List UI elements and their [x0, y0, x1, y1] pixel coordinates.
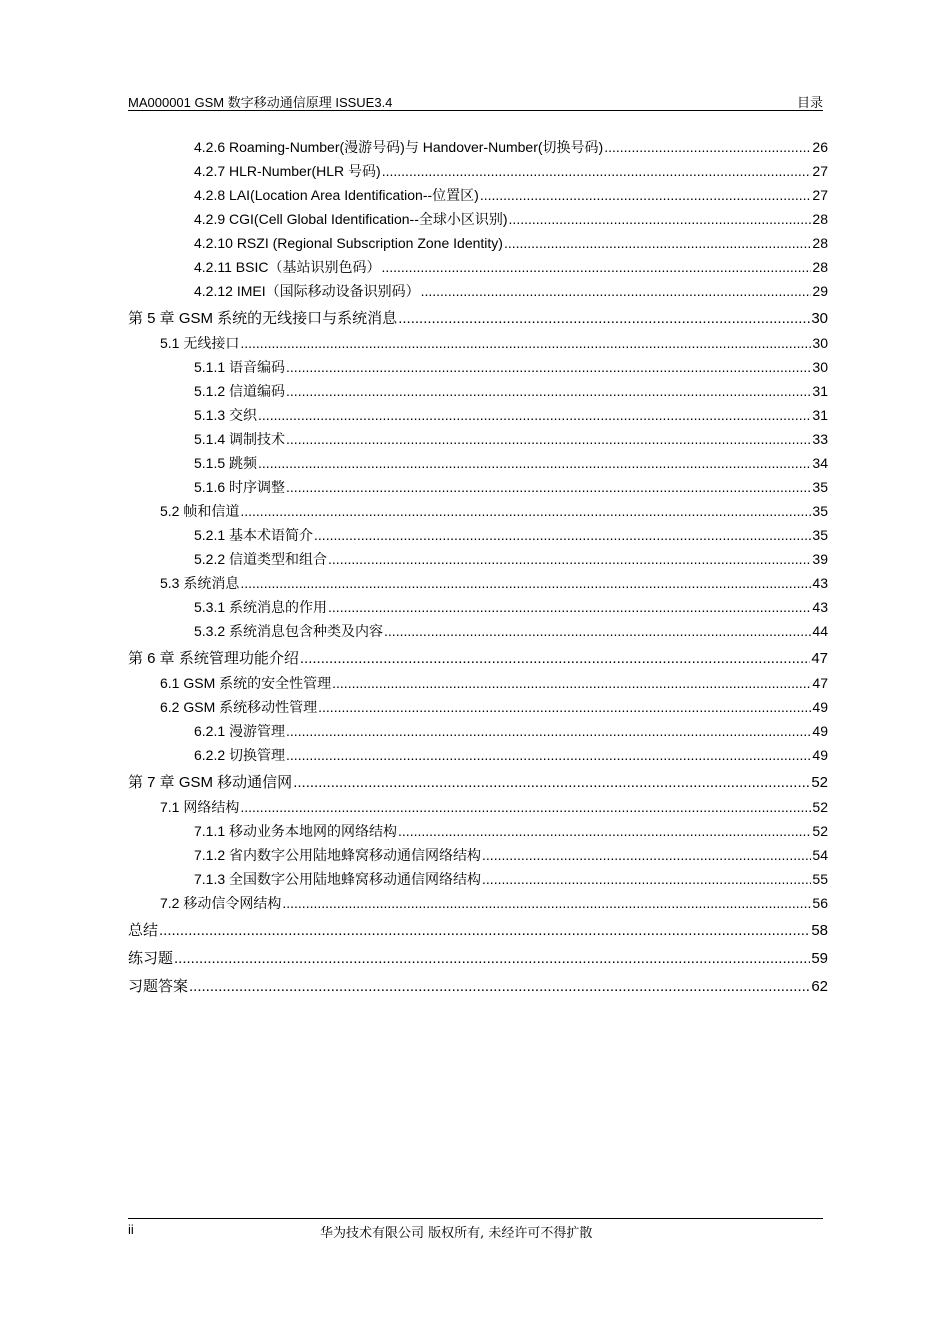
- toc-entry-page: 54: [812, 847, 828, 863]
- toc-entry-label: 第 5 章 GSM 系统的无线接口与系统消息: [128, 310, 398, 327]
- toc-entry-page: 52: [812, 799, 828, 815]
- toc-entry-page: 55: [812, 871, 828, 887]
- dot-leader: [604, 135, 811, 159]
- toc-entry[interactable]: [128, 427, 828, 451]
- toc-entry-page: 30: [812, 359, 828, 375]
- toc-entry-page: 28: [812, 259, 828, 275]
- dot-leader: [382, 159, 812, 183]
- dot-leader: [282, 891, 811, 915]
- toc-entry-label: 练习题: [128, 950, 174, 967]
- dot-leader: [286, 379, 811, 403]
- dot-leader: [314, 523, 811, 547]
- toc-entry-page: 35: [812, 527, 828, 543]
- dot-leader: [318, 695, 811, 719]
- dot-leader: [286, 743, 811, 767]
- dot-leader: [328, 595, 811, 619]
- toc-entry-page: 31: [812, 407, 828, 423]
- toc-entry-label: 4.2.7 HLR-Number(HLR 号码): [194, 163, 381, 179]
- toc-entry-label: 6.2.1 漫游管理: [194, 723, 286, 739]
- dot-leader: [240, 331, 811, 355]
- toc-entry[interactable]: [128, 946, 828, 971]
- dot-leader: [421, 279, 812, 303]
- dot-leader: [240, 795, 811, 819]
- toc-entry[interactable]: [128, 255, 828, 279]
- toc-entry-page: 27: [812, 187, 828, 203]
- toc-entry[interactable]: [128, 974, 828, 999]
- toc-entry[interactable]: [128, 819, 828, 843]
- toc-entry[interactable]: [128, 891, 828, 915]
- toc-entry[interactable]: [128, 475, 828, 499]
- toc-entry-label: 4.2.6 Roaming-Number(漫游号码)与 Handover-Number(切换号码): [194, 139, 604, 155]
- toc-entry[interactable]: [128, 523, 828, 547]
- toc-entry-label: 5.1.4 调制技术: [194, 431, 286, 447]
- section-name: 目录: [796, 95, 823, 110]
- toc-entry-page: 47: [811, 650, 828, 667]
- toc-entry-label: 7.1.2 省内数字公用陆地蜂窝移动通信网络结构: [194, 847, 482, 863]
- toc-entry-page: 43: [812, 599, 828, 615]
- toc-entry-label: 5.1.1 语音编码: [194, 359, 286, 375]
- toc-entry-label: 4.2.8 LAI(Location Area Identification--位置区): [194, 187, 479, 203]
- copyright-notice: 华为技术有限公司 版权所有, 未经许可不得扩散: [320, 1226, 593, 1241]
- toc-entry-page: 34: [812, 455, 828, 471]
- toc-entry-label: 5.1 无线接口: [160, 335, 240, 351]
- toc-entry-label: 7.2 移动信令网结构: [160, 895, 282, 911]
- table-of-contents: [128, 135, 828, 999]
- toc-entry-page: 44: [812, 623, 828, 639]
- toc-entry-label: 6.2 GSM 系统移动性管理: [160, 699, 318, 715]
- toc-entry-page: 28: [812, 211, 828, 227]
- document-title: MA000001 GSM 数字移动通信原理 ISSUE3.4: [128, 95, 393, 110]
- toc-entry-page: 49: [812, 747, 828, 763]
- toc-entry-label: 5.3.1 系统消息的作用: [194, 599, 328, 615]
- toc-entry[interactable]: [128, 306, 828, 331]
- toc-entry-label: 7.1.1 移动业务本地网的网络结构: [194, 823, 398, 839]
- dot-leader: [504, 231, 811, 255]
- dot-leader: [328, 547, 811, 571]
- toc-entry-page: 28: [812, 235, 828, 251]
- toc-entry-label: 习题答案: [128, 978, 189, 995]
- toc-entry-label: 5.3 系统消息: [160, 575, 240, 591]
- dot-leader: [286, 719, 811, 743]
- toc-entry[interactable]: [128, 743, 828, 767]
- toc-entry[interactable]: [128, 231, 828, 255]
- toc-entry[interactable]: [128, 451, 828, 475]
- toc-entry-page: 49: [812, 699, 828, 715]
- toc-entry-page: 30: [812, 335, 828, 351]
- toc-entry-page: 31: [812, 383, 828, 399]
- toc-entry[interactable]: [128, 695, 828, 719]
- toc-entry-label: 5.1.3 交织: [194, 407, 258, 423]
- toc-entry[interactable]: [128, 843, 828, 867]
- toc-entry[interactable]: [128, 867, 828, 891]
- dot-leader: [398, 306, 810, 331]
- toc-entry-label: 4.2.9 CGI(Cell Global Identification--全球小区识别): [194, 211, 508, 227]
- toc-entry-label: 5.1.5 跳频: [194, 455, 258, 471]
- toc-entry-label: 5.1.6 时序调整: [194, 479, 286, 495]
- dot-leader: [189, 974, 810, 999]
- toc-entry-page: 56: [812, 895, 828, 911]
- toc-entry[interactable]: [128, 183, 828, 207]
- dot-leader: [384, 619, 811, 643]
- toc-entry-label: 第 6 章 系统管理功能介绍: [128, 650, 299, 667]
- toc-entry-page: 52: [812, 823, 828, 839]
- toc-entry[interactable]: [128, 499, 828, 523]
- toc-entry-page: 52: [811, 774, 828, 791]
- toc-entry[interactable]: [128, 331, 828, 355]
- dot-leader: [482, 843, 811, 867]
- dot-leader: [240, 571, 811, 595]
- toc-entry-label: 7.1.3 全国数字公用陆地蜂窝移动通信网络结构: [194, 871, 482, 887]
- toc-entry-page: 33: [812, 431, 828, 447]
- toc-entry[interactable]: [128, 355, 828, 379]
- toc-entry-page: 29: [812, 283, 828, 299]
- toc-entry-label: 6.2.2 切换管理: [194, 747, 286, 763]
- toc-entry[interactable]: [128, 918, 828, 943]
- dot-leader: [482, 867, 811, 891]
- dot-leader: [240, 499, 811, 523]
- toc-entry-label: 5.1.2 信道编码: [194, 383, 286, 399]
- dot-leader: [381, 255, 811, 279]
- page-number: ii: [128, 1222, 134, 1237]
- toc-entry[interactable]: [128, 646, 828, 671]
- dot-leader: [293, 770, 810, 795]
- toc-entry-label: 总结: [128, 922, 159, 939]
- toc-entry[interactable]: [128, 770, 828, 795]
- toc-entry-page: 62: [811, 978, 828, 995]
- toc-entry[interactable]: [128, 671, 828, 695]
- dot-leader: [159, 918, 810, 943]
- toc-entry-page: 30: [811, 310, 828, 327]
- toc-entry-page: 35: [812, 503, 828, 519]
- toc-entry-label: 5.3.2 系统消息包含种类及内容: [194, 623, 384, 639]
- toc-entry[interactable]: [128, 159, 828, 183]
- toc-entry-label: 第 7 章 GSM 移动通信网: [128, 774, 293, 791]
- toc-entry-page: 58: [811, 922, 828, 939]
- toc-entry-page: 49: [812, 723, 828, 739]
- toc-entry-page: 35: [812, 479, 828, 495]
- toc-entry[interactable]: [128, 795, 828, 819]
- page-footer: [128, 1218, 823, 1243]
- toc-entry[interactable]: [128, 571, 828, 595]
- toc-entry-page: 26: [812, 139, 828, 155]
- toc-entry[interactable]: [128, 379, 828, 403]
- toc-entry-page: 59: [811, 950, 828, 967]
- dot-leader: [286, 475, 811, 499]
- toc-entry[interactable]: [128, 135, 828, 159]
- dot-leader: [509, 207, 812, 231]
- toc-entry[interactable]: [128, 547, 828, 571]
- dot-leader: [174, 946, 810, 971]
- dot-leader: [480, 183, 812, 207]
- toc-entry-page: 47: [812, 675, 828, 691]
- toc-entry-label: 4.2.10 RSZI (Regional Subscription Zone Identity): [194, 235, 503, 251]
- toc-entry[interactable]: [128, 719, 828, 743]
- toc-entry-page: 39: [812, 551, 828, 567]
- toc-entry-label: 5.2.1 基本术语简介: [194, 527, 314, 543]
- toc-entry[interactable]: [128, 403, 828, 427]
- toc-entry-label: 5.2.2 信道类型和组合: [194, 551, 328, 567]
- toc-entry-page: 27: [812, 163, 828, 179]
- page-header: [128, 90, 823, 111]
- dot-leader: [286, 355, 811, 379]
- toc-entry[interactable]: [128, 207, 828, 231]
- dot-leader: [258, 403, 811, 427]
- toc-entry[interactable]: [128, 279, 828, 303]
- toc-entry-label: 4.2.12 IMEI（国际移动设备识别码）: [194, 283, 420, 299]
- toc-entry-label: 4.2.11 BSIC（基站识别色码）: [194, 259, 381, 275]
- toc-entry[interactable]: [128, 595, 828, 619]
- toc-entry[interactable]: [128, 619, 828, 643]
- dot-leader: [258, 451, 811, 475]
- dot-leader: [398, 819, 811, 843]
- toc-entry-label: 5.2 帧和信道: [160, 503, 240, 519]
- toc-entry-label: 6.1 GSM 系统的安全性管理: [160, 675, 332, 691]
- toc-entry-page: 43: [812, 575, 828, 591]
- dot-leader: [286, 427, 811, 451]
- dot-leader: [332, 671, 811, 695]
- dot-leader: [300, 646, 810, 671]
- toc-entry-label: 7.1 网络结构: [160, 799, 240, 815]
